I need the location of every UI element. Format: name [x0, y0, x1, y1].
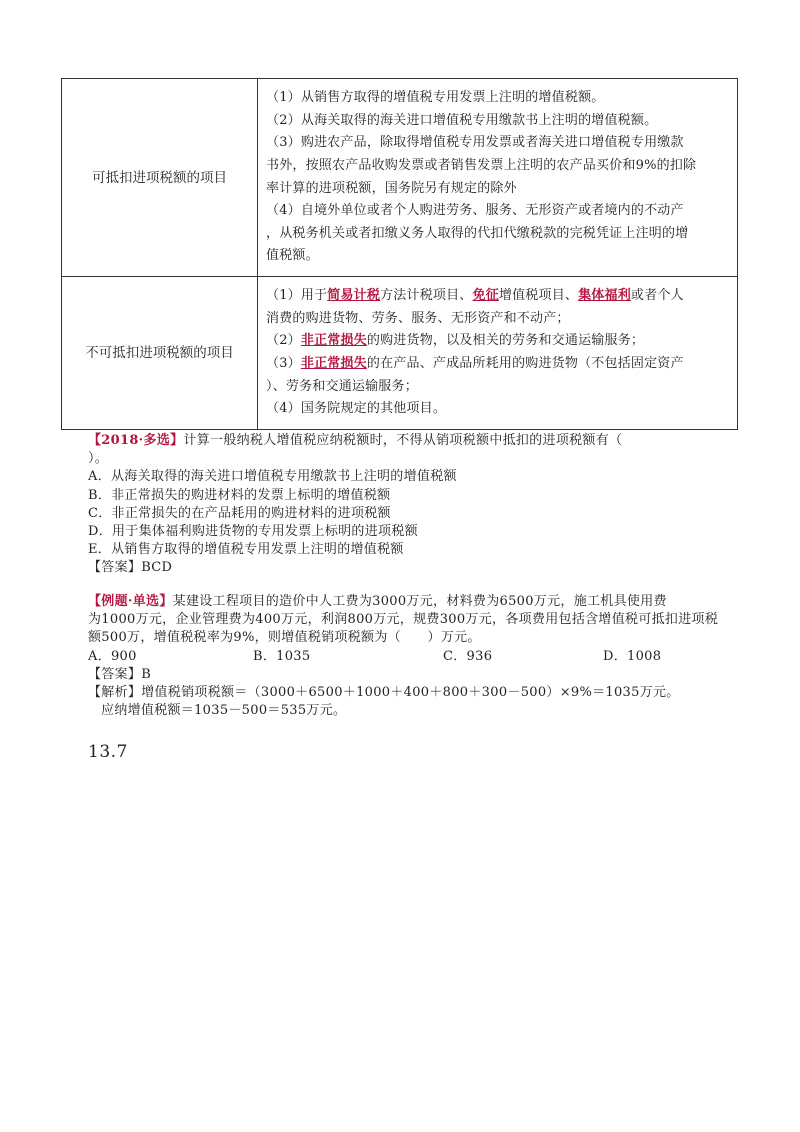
- option-e: E．从销售方取得的增值税专用发票上注明的增值税额: [88, 542, 404, 558]
- deduction-table: [61, 78, 738, 430]
- option-b: B．1035: [253, 648, 311, 664]
- analysis-cont: 应纳增值税额＝1035－500＝535万元。: [101, 703, 347, 719]
- option-a: A．900: [88, 648, 137, 664]
- content-line: ，从税务机关或者扣缴义务人取得的代扣代缴税款的完税凭证上注明的增: [266, 225, 689, 241]
- stem-text: 计算一般纳税人增值税应纳税额时，不得从销项税额中抵扣的进项税额有（: [183, 433, 623, 448]
- text-run: （2）: [266, 333, 301, 349]
- content-line: （2）从海关取得的海关进口增值税专用缴款书上注明的增值税额。: [266, 112, 658, 128]
- content-line: （4）自境外单位或者个人购进劳务、服务、无形资产或者境内的不动产: [266, 203, 684, 219]
- row-content-deductible: [258, 79, 738, 277]
- question-tag: 【2018·多选】: [88, 433, 184, 448]
- text-run: 或者个人: [630, 288, 684, 304]
- question-stem: [88, 593, 718, 611]
- text-run: 的购进货物，以及相关的劳务和交通运输服务；: [366, 333, 645, 349]
- options-row: [88, 648, 718, 666]
- option-d: D．1008: [603, 648, 662, 664]
- answer: 【答案】B: [88, 666, 152, 682]
- question-stem-cont: 额500万，增值税税率为9%，则增值税销项税额为（ ）万元。: [88, 630, 481, 646]
- keyword-abnormal-loss: 非正常损失: [300, 356, 367, 371]
- text-run: 的在产品、产成品所耗用的购进货物（不包括固定资产: [366, 356, 684, 371]
- question-tag: 【例题·单选】: [88, 594, 173, 609]
- option-d: D．用于集体福利购进货物的专用发票上标明的进项税额: [88, 524, 418, 540]
- content-line: 率计算的进项税额，国务院另有规定的除外: [266, 180, 517, 196]
- page-number: 13.7: [88, 742, 128, 762]
- content-line: [266, 330, 729, 353]
- option-a: A．从海关取得的海关进口增值税专用缴款书上注明的增值税额: [88, 469, 457, 485]
- keyword-collective-welfare: 集体福利: [578, 288, 631, 304]
- row-label-deductible: 可抵扣进项税额的项目: [62, 79, 258, 277]
- keyword-abnormal-loss: 非正常损失: [300, 333, 367, 349]
- content-line: 消费的购进货物、劳务、服务、无形资产和不动产；: [266, 310, 570, 326]
- content-line: 值税额。: [266, 248, 319, 264]
- stem-text: 某建设工程项目的造价中人工费为3000万元，材料费为6500万元，施工机具使用费: [172, 594, 667, 609]
- content-line: （4）国务院规定的其他项目。: [266, 401, 447, 417]
- content-line: ）、劳务和交通运输服务；: [266, 378, 418, 394]
- keyword-exempt: 免征: [472, 288, 499, 304]
- text-run: 方法计税项目、: [380, 288, 473, 304]
- option-c: C．936: [443, 648, 493, 664]
- keyword-simple-tax: 简易计税: [327, 288, 381, 304]
- text-run: （1）用于: [266, 288, 328, 304]
- question-stem-cont: 为1000万元，企业管理费为400万元，利润800万元，规费300万元，各项费用包括含增值税可抵扣进项税: [88, 612, 719, 628]
- row-label-nondeductible: 不可抵扣进项税额的项目: [62, 277, 258, 430]
- question-stem: [88, 432, 622, 450]
- text-run: 增值税项目、: [498, 288, 579, 304]
- content-line: （1）从销售方取得的增值税专用发票上注明的增值税额。: [266, 90, 605, 106]
- analysis: 【解析】增值税销项税额＝（3000＋6500＋1000＋400＋800＋300－500）×9%＝1035万元。: [88, 685, 680, 701]
- question-stem-cont: ）。: [88, 451, 109, 467]
- text-run: （3）: [266, 356, 301, 371]
- content-line: [266, 285, 729, 308]
- answer: 【答案】BCD: [88, 560, 173, 576]
- question-2018-multi: [88, 432, 622, 578]
- content-line: [266, 353, 729, 376]
- option-b: B．非正常损失的购进材料的发票上标明的增值税额: [88, 487, 391, 503]
- content-line: 书外，按照农产品收购发票或者销售发票上注明的农产品买价和9%的扣除: [266, 157, 697, 173]
- table-row: [62, 79, 738, 277]
- row-content-nondeductible: [258, 277, 738, 430]
- question-example-single: [88, 593, 718, 720]
- table-row: [62, 277, 738, 430]
- content-line: （3）购进农产品，除取得增值税专用发票或者海关进口增值税专用缴款: [266, 135, 684, 151]
- option-c: C．非正常损失的在产品耗用的购进材料的进项税额: [88, 505, 391, 521]
